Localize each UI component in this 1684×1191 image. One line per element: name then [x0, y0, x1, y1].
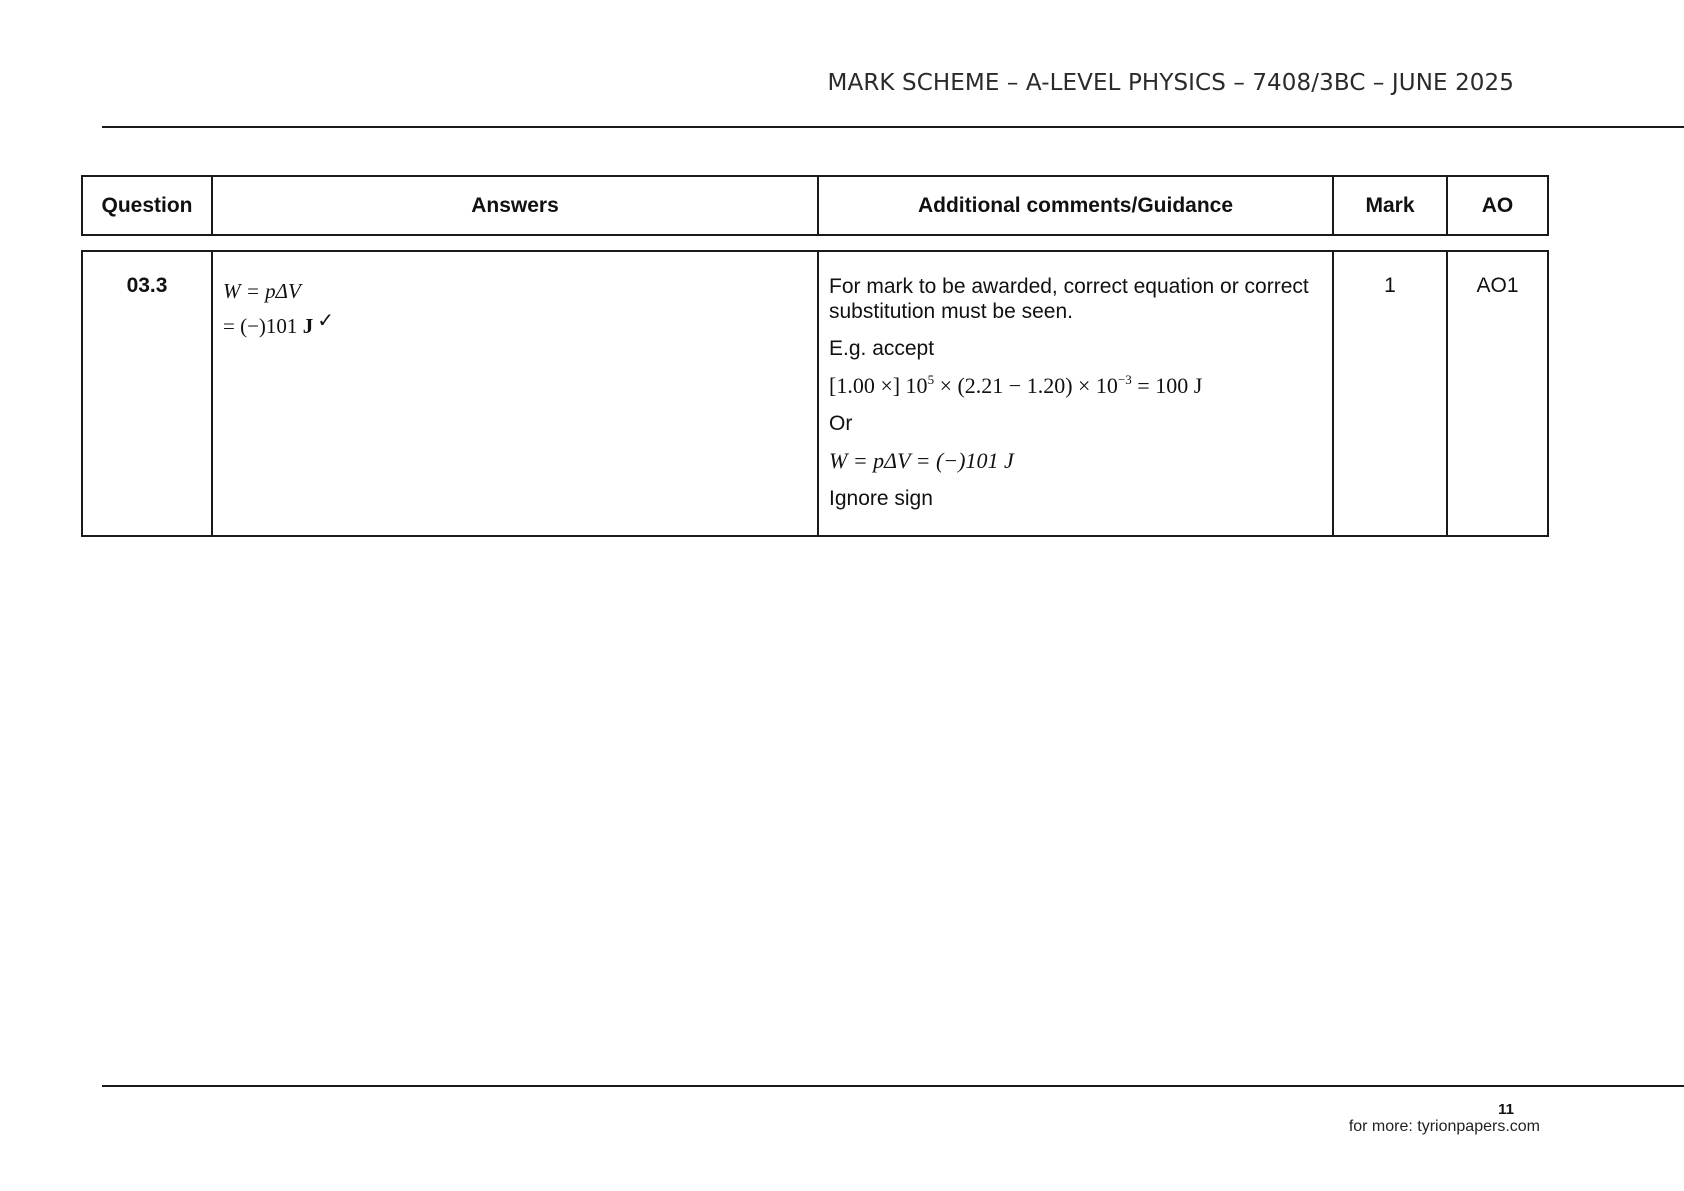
calc-part-3: = 100 J [1131, 373, 1203, 398]
answer-result [223, 309, 807, 344]
guidance-calculation [829, 373, 1322, 399]
guidance-requirement: For mark to be awarded, correct equation or correct substitution must be seen. [829, 275, 1309, 323]
column-header-mark: Mark [1333, 176, 1447, 235]
answer-result-value: = (−)101 [223, 314, 303, 338]
calc-part-2: × (2.21 − 1.20) × 10 [934, 373, 1118, 398]
table-row [82, 251, 1548, 536]
calc-exponent-2: −3 [1117, 372, 1132, 387]
guidance-cell [818, 251, 1333, 536]
guidance-accept: E.g. accept [829, 337, 935, 360]
mark-value: 1 [1333, 251, 1447, 536]
header-row [82, 176, 1548, 235]
calc-part-1: [1.00 ×] 10 [829, 373, 928, 398]
column-header-ao: AO [1447, 176, 1548, 235]
guidance-or: Or [829, 412, 853, 435]
footer-more-link: for more: tyrionpapers.com [1348, 1118, 1540, 1135]
answer-equation: W = pΔV [223, 279, 301, 303]
guidance-ignore-sign: Ignore sign [829, 487, 933, 510]
calc-exponent-1: 5 [927, 372, 935, 387]
page-number: 11 [1498, 1101, 1514, 1118]
mark-scheme-body-table [81, 250, 1549, 537]
header-rule [102, 126, 1684, 128]
mark-scheme-header-table [81, 175, 1549, 236]
ao-value: AO1 [1447, 251, 1548, 536]
column-header-guidance: Additional comments/Guidance [818, 176, 1333, 235]
column-header-question: Question [82, 176, 212, 235]
answer-cell [212, 251, 818, 536]
page-header-title: MARK SCHEME – A-LEVEL PHYSICS – 7408/3BC – JUNE 2025 [827, 70, 1514, 96]
guidance-equation: W = pΔV = (−)101 J [829, 448, 1014, 473]
question-number: 03.3 [82, 251, 212, 536]
column-header-answers: Answers [212, 176, 818, 235]
check-mark-icon: ✓ [317, 308, 334, 332]
answer-result-unit: J [302, 314, 314, 338]
footer-rule [102, 1085, 1684, 1087]
